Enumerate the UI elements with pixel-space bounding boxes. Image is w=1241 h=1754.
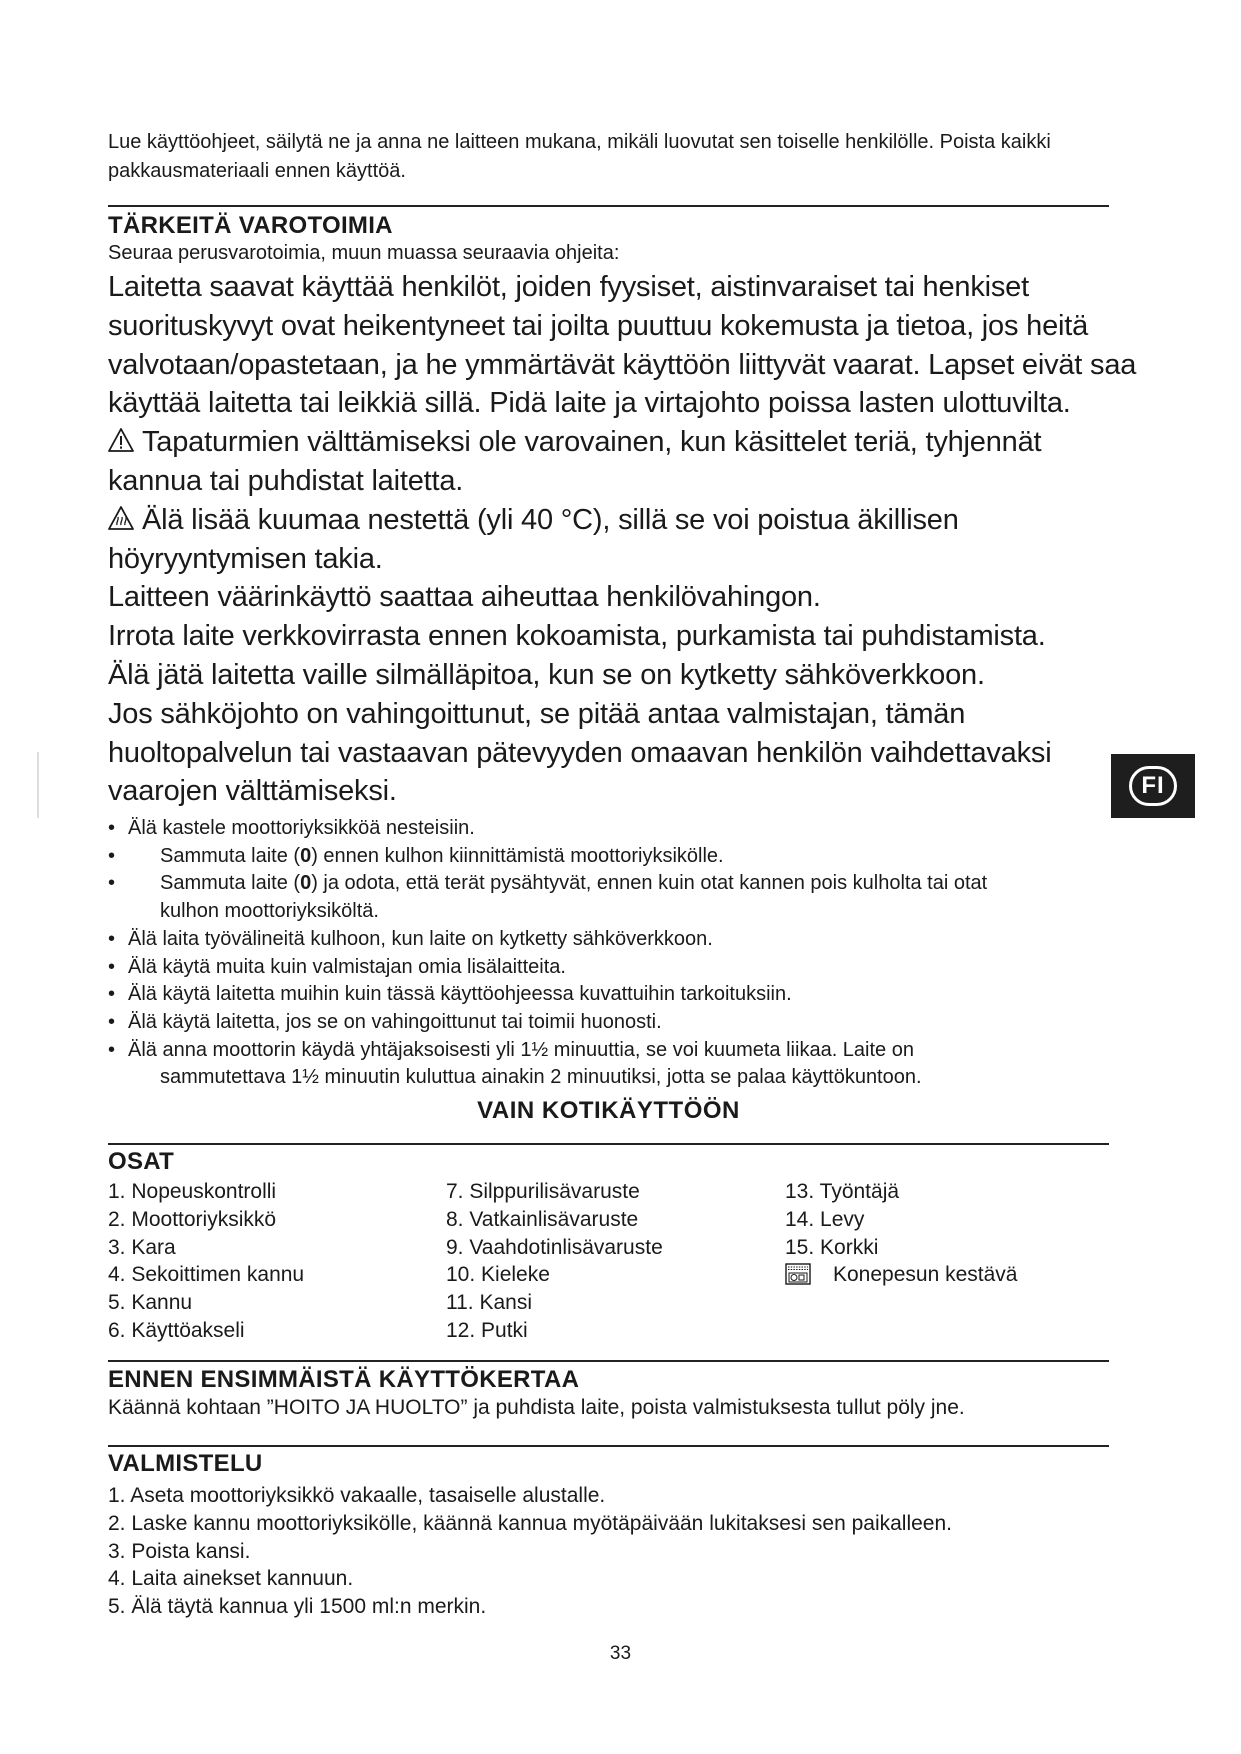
section-divider — [108, 205, 1109, 207]
preparation-steps — [108, 1482, 952, 1621]
list-item: 2. Moottoriyksikkö — [108, 1207, 277, 1231]
unattended-line: Älä jätä laitetta vaille silmälläpitoa, kun se on kytketty sähköverkkoon. — [108, 658, 985, 691]
list-item: • Älä käytä laitetta, jos se on vahingoittunut tai toimii huonosti. — [108, 1009, 1108, 1037]
hot-surface-warning-icon — [108, 505, 134, 531]
list-item: 5. Kannu — [108, 1291, 193, 1315]
dishwasher-label: Konepesun kestävä — [833, 1263, 1018, 1287]
list-item: • Älä laita työvälineitä kulhoon, kun laite on kytketty sähköverkkoon. — [108, 926, 1108, 954]
first-use-heading: ENNEN ENSIMMÄISTÄ KÄYTTÖKERTAA — [108, 1366, 580, 1393]
list-item: • Sammuta laite (0) ennen kulhon kiinnittämistä moottoriyksikölle. — [108, 843, 1108, 871]
preparation-heading: VALMISTELU — [108, 1450, 263, 1477]
list-item: 3. Kara — [108, 1235, 176, 1259]
list-item: 10. Kieleke — [446, 1263, 550, 1287]
list-item: • Älä käytä muita kuin valmistajan omia lisälaitteita. — [108, 954, 1108, 982]
language-badge: FI — [1129, 766, 1177, 806]
safety-warnings — [108, 268, 1138, 811]
dishwasher-icon — [785, 1263, 811, 1285]
home-use-heading: VAIN KOTIKÄYTTÖÖN — [477, 1097, 740, 1124]
safety-bullet-list — [108, 815, 1108, 1092]
parts-column-2 — [446, 1178, 663, 1345]
warning-triangle-icon — [108, 427, 134, 453]
margin-mark — [37, 752, 39, 818]
first-use-text: Käännä kohtaan ”HOITO JA HUOLTO” ja puhdista laite, poista valmistuksesta tullut pöly jne. — [108, 1396, 965, 1419]
hot-liquid-warning-text: Älä lisää kuumaa nestettä (yli 40 °C), sillä se voi poistua äkillisen höyryyntymisen takia. — [108, 503, 959, 575]
cord-line: Jos sähköjohto on vahingoittunut, se pitää antaa valmistajan, tämän huoltopalvelun tai vastaavan pätevyyden omaavan henkilön vaihdettavaksi vaarojen välttämiseksi. — [108, 697, 1052, 808]
section-divider — [108, 1143, 1109, 1145]
list-item: 9. Vaahdotinlisävaruste — [446, 1235, 663, 1259]
safety-paragraph: Laitetta saavat käyttää henkilöt, joiden fyysiset, aistinvaraiset tai henkiset suorituskyvyt ovat heikentyneet tai joilta puuttuu kokemusta ja tietoa, jos heitä valvotaan/opastetaan, ja he ymmärtävät käyttöön liittyvät vaarat. Lapset eivät saa käyttää laitetta tai leikkiä sillä. Pidä laite ja virtajohto poissa lasten ulottuvilta. — [108, 271, 1137, 420]
parts-column-3 — [785, 1178, 1017, 1289]
dishwasher-safe-item — [785, 1261, 1017, 1289]
safety-subtitle: Seuraa perusvarotoimia, muun muassa seuraavia ohjeita: — [108, 242, 620, 264]
parts-column-1 — [108, 1178, 304, 1345]
hot-liquid-warning — [108, 501, 1138, 579]
list-item: • Älä käytä laitetta muihin kuin tässä käyttöohjeessa kuvattuihin tarkoituksiin. — [108, 981, 1108, 1009]
list-item: 7. Silppurilisävaruste — [446, 1180, 640, 1203]
list-item: 4. Sekoittimen kannu — [108, 1263, 305, 1287]
section-divider — [108, 1445, 1109, 1447]
list-item: • Sammuta laite (0) ja odota, että terät pysähtyvät, ennen kuin otat kannen pois kulholta tai otat kulhon moottoriyksiköltä. — [108, 870, 1108, 925]
parts-heading: OSAT — [108, 1148, 175, 1175]
list-item: 13. Työntäjä — [785, 1180, 900, 1203]
list-item: 5. Älä täytä kannua yli 1500 ml:n merkin. — [108, 1595, 487, 1619]
list-item: 8. Vatkainlisävaruste — [446, 1207, 639, 1231]
list-item: • Älä anna moottorin käydä yhtäjaksoisesti yli 1½ minuuttia, se voi kuumeta liikaa. Laite on sammutettava 1½ minuutin kuluttua ainakin 2 minuutiksi, jotta se palaa käyttökuntoon. — [108, 1037, 1108, 1092]
list-item: 3. Poista kansi. — [108, 1539, 251, 1563]
intro-text: Lue käyttöohjeet, säilytä ne ja anna ne laitteen mukana, mikäli luovutat sen toiselle henkilölle. Poista kaikki pakkausmateriaali ennen käyttöä. — [108, 131, 1051, 182]
list-item: 14. Levy — [785, 1207, 865, 1231]
page-number: 33 — [609, 1643, 632, 1664]
list-item: 2. Laske kannu moottoriyksikölle, käännä kannua myötäpäivään lukitaksesi sen paikalleen. — [108, 1511, 952, 1535]
list-item: 11. Kansi — [446, 1291, 532, 1315]
unplug-line: Irrota laite verkkovirrasta ennen kokoamista, purkamista tai puhdistamista. — [108, 620, 1046, 653]
list-item: 12. Putki — [446, 1318, 528, 1342]
list-item: 1. Nopeuskontrolli — [108, 1180, 277, 1203]
list-item: 15. Korkki — [785, 1235, 879, 1259]
list-item: 1. Aseta moottoriyksikkö vakaalle, tasaiselle alustalle. — [108, 1484, 606, 1507]
safety-heading: TÄRKEITÄ VAROTOIMIA — [108, 212, 393, 239]
list-item: • Älä kastele moottoriyksikköä nesteisiin. — [108, 815, 1108, 843]
language-tab — [1111, 754, 1195, 818]
section-divider — [108, 1360, 1109, 1362]
list-item: 4. Laita ainekset kannuun. — [108, 1567, 354, 1591]
blade-warning — [108, 423, 1138, 501]
list-item: 6. Käyttöakseli — [108, 1318, 245, 1342]
blade-warning-text: Tapaturmien välttämiseksi ole varovainen, kun käsittelet teriä, tyhjennät kannua tai puhdistat laitetta. — [108, 426, 1042, 497]
misuse-line: Laitteen väärinkäyttö saattaa aiheuttaa henkilövahingon. — [108, 581, 821, 614]
